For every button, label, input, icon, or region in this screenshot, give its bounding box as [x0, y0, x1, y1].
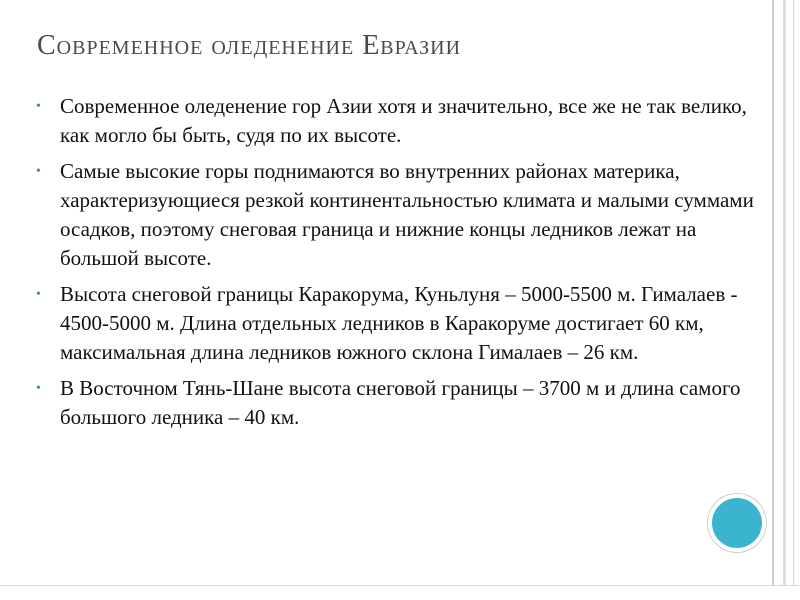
bullet-dot-icon: •	[36, 99, 41, 114]
bullet-item	[36, 374, 756, 432]
circle-decoration-icon	[712, 498, 762, 548]
bullet-list	[36, 92, 756, 439]
frame-bottom	[0, 585, 800, 600]
bullet-text: Высота снеговой границы Каракорума, Куньлуня – 5000-5500 м. Гималаев - 4500-5000 м. Длина отдельных ледников в Каракоруме достигает 60 км, максимальная длина ледников южного склона Гималаев – 26 км.	[60, 282, 738, 364]
bullet-text: В Восточном Тянь-Шане высота снеговой границы – 3700 м и длина самого большого ледника – 40 км.	[60, 376, 741, 429]
bullet-item	[36, 92, 756, 150]
bullet-dot-icon: •	[36, 381, 41, 396]
frame-line	[772, 0, 774, 600]
bullet-text: Самые высокие горы поднимаются во внутренних районах материка, характеризующиеся резкой континентальностью климата и малыми суммами осадков, поэтому снеговая граница и нижние концы ледников лежат на большой высоте.	[60, 159, 754, 270]
bullet-dot-icon: •	[36, 287, 41, 302]
bullet-dot-icon: •	[36, 164, 41, 179]
slide-title: Современное оледенение Евразии	[37, 30, 462, 61]
bullet-item	[36, 157, 756, 273]
bullet-text: Современное оледенение гор Азии хотя и значительно, все же не так велико, как могло бы быть, судя по их высоте.	[60, 94, 747, 147]
frame-line	[793, 0, 794, 600]
bullet-item	[36, 280, 756, 367]
frame-line	[783, 0, 786, 600]
